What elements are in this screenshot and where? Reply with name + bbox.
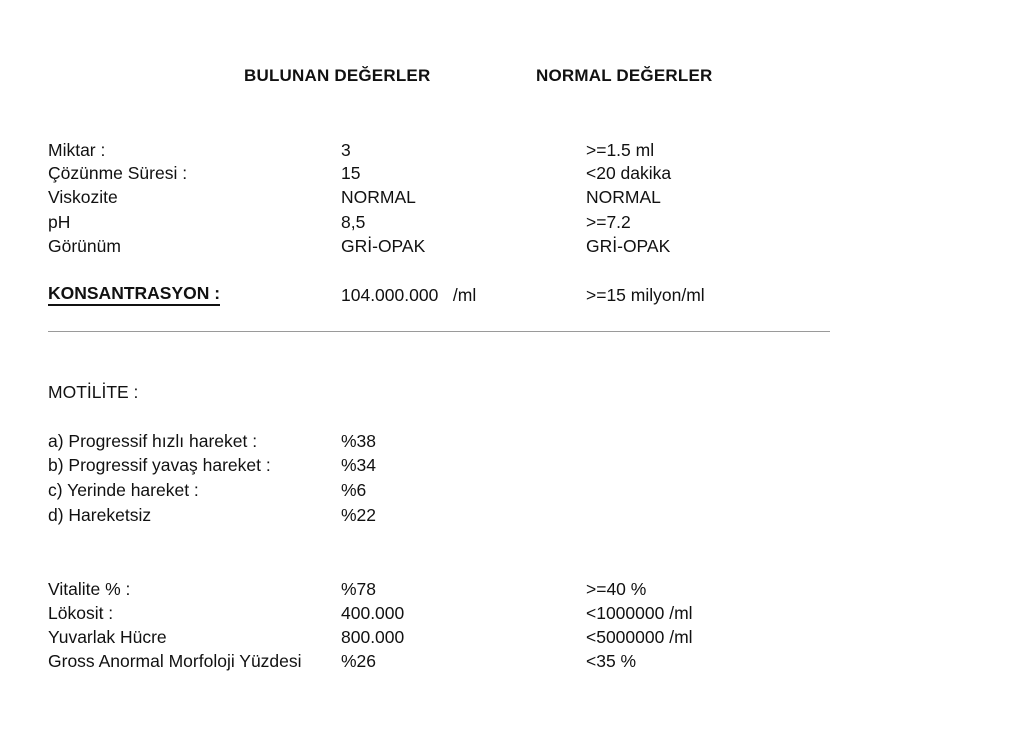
row-normal-value: GRİ-OPAK <box>586 236 671 256</box>
row-normal-value: NORMAL <box>586 187 661 207</box>
motility-title: MOTİLİTE : <box>48 382 139 402</box>
row-normal-value: <20 dakika <box>586 163 672 183</box>
row-found-value: %34 <box>341 455 377 475</box>
section-divider <box>48 331 830 332</box>
row-found-value: %22 <box>341 505 377 525</box>
row-cozunme-suresi <box>48 161 828 185</box>
row-found-value: 3 <box>341 140 351 160</box>
concentration-normal-value: >=15 milyon/ml <box>586 285 705 305</box>
row-found-value: %78 <box>341 579 377 599</box>
row-gorunum <box>48 234 828 258</box>
row-normal-value: >=7.2 <box>586 212 631 232</box>
row-found-value: GRİ-OPAK <box>341 236 426 256</box>
row-found-value: 8,5 <box>341 212 366 232</box>
found-values-header: BULUNAN DEĞERLER <box>244 66 431 85</box>
row-ph <box>48 210 828 234</box>
row-normal-value: <35 % <box>586 651 637 671</box>
row-miktar <box>48 138 828 162</box>
row-found-value: %38 <box>341 431 377 451</box>
row-normal-value: >=1.5 ml <box>586 140 655 160</box>
row-label: d) Hareketsiz <box>48 505 152 525</box>
row-label: Yuvarlak Hücre <box>48 627 167 647</box>
row-label: Çözünme Süresi : <box>48 163 188 183</box>
concentration-found-value: 104.000.000 /ml <box>341 285 477 305</box>
row-label: Viskozite <box>48 187 118 207</box>
row-found-value: 400.000 <box>341 603 405 623</box>
row-label: Vitalite % : <box>48 579 131 599</box>
row-normal-value: >=40 % <box>586 579 647 599</box>
row-vitalite <box>48 577 828 601</box>
row-yuvarlak-hucre <box>48 625 828 649</box>
motility-row-c <box>48 478 828 502</box>
motility-row-a <box>48 429 828 453</box>
row-lokosit <box>48 601 828 625</box>
motility-row-d <box>48 503 828 527</box>
motility-row-b <box>48 453 828 477</box>
row-label: Görünüm <box>48 236 121 256</box>
row-found-value: %6 <box>341 480 367 500</box>
row-found-value: 15 <box>341 163 361 183</box>
row-viskozite <box>48 185 828 209</box>
normal-values-header: NORMAL DEĞERLER <box>536 66 713 85</box>
concentration-label: KONSANTRASYON : <box>48 283 220 306</box>
row-gross-anormal-morfoloji <box>48 649 828 673</box>
row-normal-value: <1000000 /ml <box>586 603 693 623</box>
row-konsantrasyon <box>48 283 828 307</box>
row-found-value: NORMAL <box>341 187 416 207</box>
row-found-value: 800.000 <box>341 627 405 647</box>
row-label: b) Progressif yavaş hareket : <box>48 455 271 475</box>
row-found-value: %26 <box>341 651 377 671</box>
row-label: pH <box>48 212 71 232</box>
row-label: Gross Anormal Morfoloji Yüzdesi <box>48 651 302 671</box>
row-label: Miktar : <box>48 140 106 160</box>
row-label: a) Progressif hızlı hareket : <box>48 431 258 451</box>
row-label: c) Yerinde hareket : <box>48 480 199 500</box>
row-label: Lökosit : <box>48 603 114 623</box>
row-normal-value: <5000000 /ml <box>586 627 693 647</box>
